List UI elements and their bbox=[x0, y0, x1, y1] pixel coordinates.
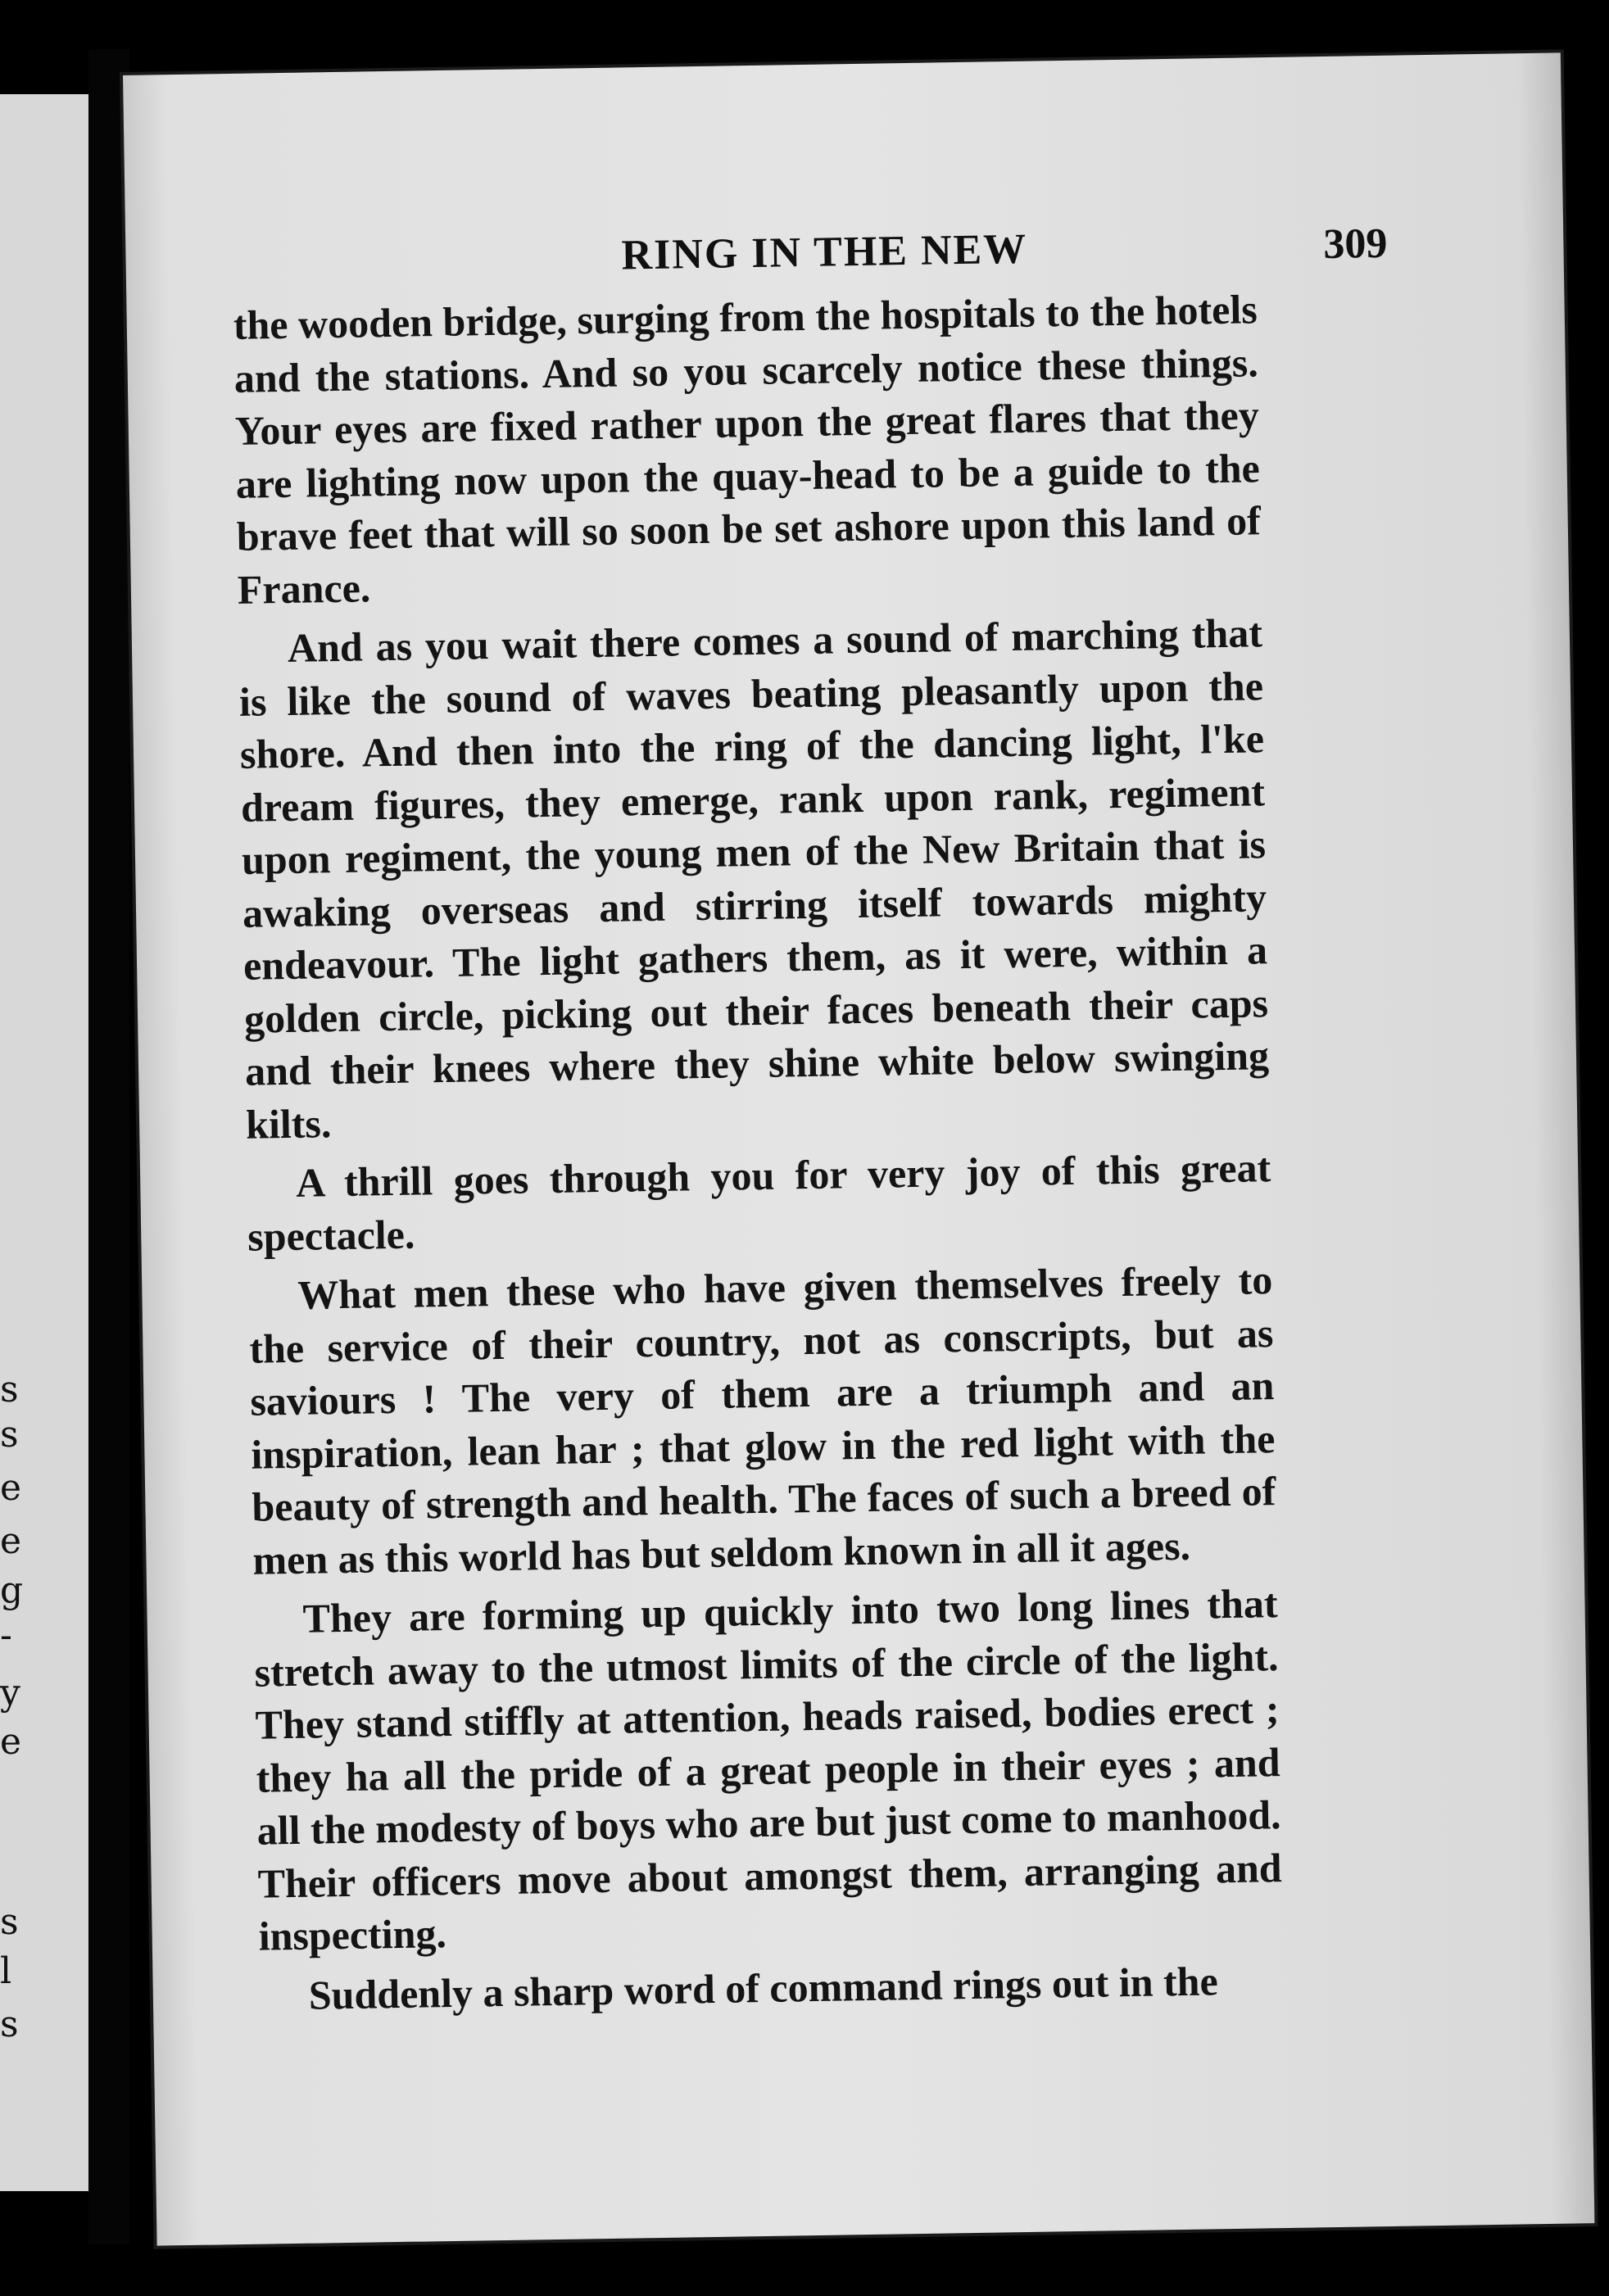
paragraph: A thrill goes through you for very joy of this great spectacle. bbox=[247, 1144, 1271, 1260]
page-header bbox=[502, 220, 1388, 291]
facing-page-fragment: s bbox=[0, 1901, 19, 1943]
page-number: 309 bbox=[1322, 220, 1388, 269]
facing-page-margin bbox=[0, 94, 88, 2191]
running-title: RING IN THE NEW bbox=[621, 225, 1028, 279]
facing-page-fragment: e bbox=[0, 1520, 22, 1562]
facing-page-fragment: y bbox=[0, 1672, 20, 1714]
paragraph: They are forming up quickly into two long lines that stretch away to the utmost limits of the circle of the light. They stand stiffly at attention, heads raised, bodies erect ; they ha all the pride of a great people in their eyes ; and all the modesty of boys who are but just come to manhood. Their officers move about amongst them, arranging and inspecting. bbox=[254, 1580, 1282, 1959]
paragraph: And as you wait there comes a sound of marching that is like the sound of waves beating pleasantly upon the shore. And then into the ring of the dancing light, l'ke dream figures, they emerge, rank upon rank, regiment upon regiment, the young men of the New Britain that is awaking overseas and stirring itself towards mighty endeavour. The light gathers them, as it were, within a golden circle, picking out their faces beneath their caps and their knees where they shine white below swinging kilts. bbox=[238, 609, 1270, 1148]
facing-page-fragment: l bbox=[0, 1950, 12, 1992]
book-page bbox=[123, 52, 1594, 2245]
facing-page-fragment: e bbox=[0, 1721, 22, 1763]
binding-gutter bbox=[88, 49, 129, 2244]
facing-page-fragment: - bbox=[0, 1614, 12, 1656]
facing-page-fragment: g bbox=[0, 1569, 24, 1611]
facing-page-fragment: s bbox=[0, 2004, 19, 2045]
facing-page-fragment: s bbox=[0, 1369, 19, 1411]
facing-page-fragment: e bbox=[0, 1467, 22, 1509]
paragraph: What men these who have given themselves freely to the service of their country, not as conscripts, but as saviours ! The very of them are a triumph and an inspiration, lean har ; that glow in the red light with the beauty of strength and health. The faces of such a breed of men as this world has but seldom known in all it ages. bbox=[248, 1257, 1276, 1583]
paragraph: Suddenly a sharp word of command rings out in the bbox=[308, 1957, 1219, 2018]
paragraph: the wooden bridge, surging from the hospitals to the hotels and the stations. And so you scarcely notice these things. Your eyes are fixed rather upon the great flares that they are lighting now upon the quay-head to be a guide to the brave feet that will so soon be set ashore upon this land of France. bbox=[233, 286, 1262, 613]
body-text bbox=[233, 283, 1284, 2028]
facing-page-fragment: s bbox=[0, 1414, 19, 1456]
